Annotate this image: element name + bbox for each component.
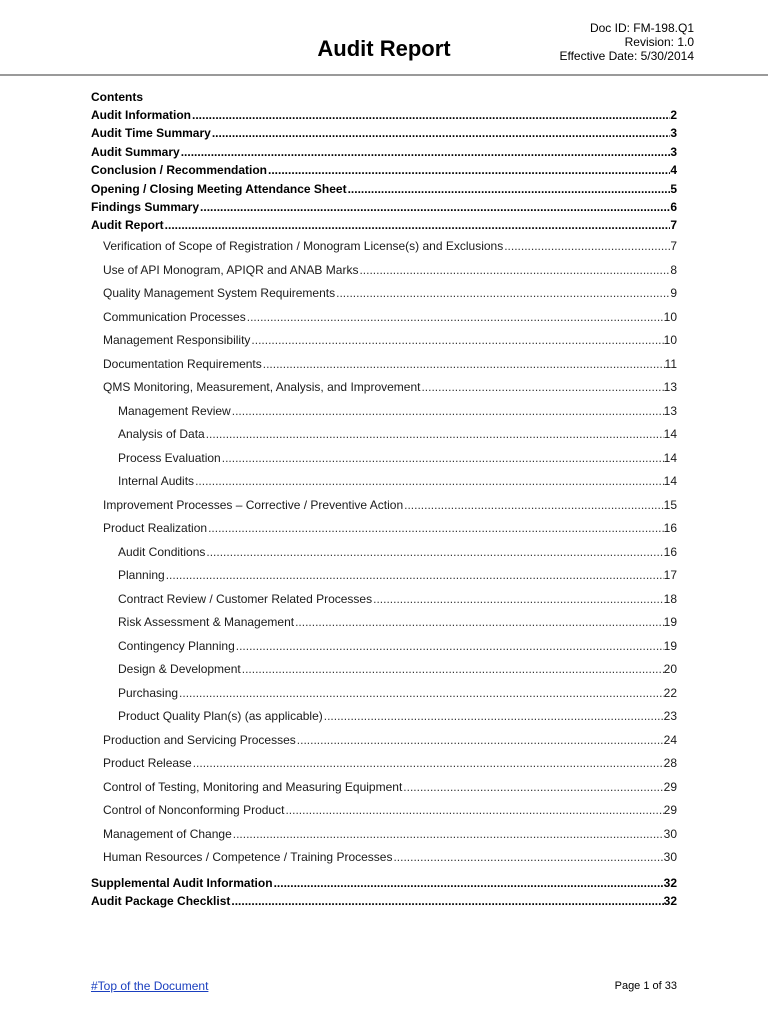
toc-entry-label: Improvement Processes – Corrective / Preventive Action [103, 497, 404, 512]
toc-dot-leader [180, 145, 671, 159]
toc-entry-label: Quality Management System Requirements [103, 286, 336, 301]
toc-entry[interactable] [118, 427, 677, 444]
toc-entry-label: Product Release [103, 756, 192, 771]
toc-entry-label: Audit Conditions [118, 544, 206, 559]
toc-entry-label: Product Realization [103, 521, 208, 536]
toc-entry[interactable] [103, 850, 677, 867]
toc-entry-label: Planning [118, 568, 165, 583]
toc-entry[interactable] [103, 380, 677, 397]
toc-dot-leader [164, 218, 671, 232]
toc-dot-leader [178, 686, 664, 700]
toc-entry-page: 9 [670, 286, 677, 301]
toc-entry-page: 13 [663, 403, 677, 418]
toc-entry[interactable] [103, 286, 677, 303]
toc-entry-label: Management Responsibility [103, 333, 251, 348]
toc-entry-page: 11 [664, 356, 677, 371]
toc-entry-page: 2 [670, 108, 677, 122]
toc-entry-label: Analysis of Data [118, 427, 205, 442]
toc-entry-label: Purchasing [118, 685, 179, 700]
toc-entry[interactable] [118, 451, 677, 468]
contents-heading: Contents [91, 90, 143, 104]
toc-entry-label: Product Quality Plan(s) (as applicable) [118, 709, 323, 724]
toc-dot-leader [335, 286, 670, 300]
toc-entry-label: Design & Development [118, 662, 241, 677]
toc-entry-page: 29 [663, 779, 677, 794]
toc-entry[interactable] [91, 182, 677, 199]
toc-entry-page: 19 [663, 638, 677, 653]
toc-entry-label: Audit Package Checklist [91, 894, 231, 909]
toc-entry-page: 10 [663, 333, 677, 348]
toc-entry-page: 3 [670, 126, 677, 141]
toc-entry-label: Verification of Scope of Registration / Monogram License(s) and Exclusions [103, 239, 504, 254]
toc-entry[interactable] [118, 639, 677, 656]
toc-entry-label: Internal Audits [118, 474, 195, 489]
toc-entry[interactable] [91, 108, 677, 125]
toc-dot-leader [235, 639, 664, 653]
toc-entry-page: 32 [663, 894, 677, 909]
toc-entry-label: Control of Nonconforming Product [103, 803, 285, 818]
toc-entry[interactable] [103, 733, 677, 750]
toc-entry-page: 20 [663, 662, 677, 677]
toc-entry[interactable] [118, 474, 677, 491]
toc-entry-label: Management Review [118, 403, 231, 418]
toc-entry[interactable] [91, 163, 677, 180]
toc-entry-label: Process Evaluation [118, 450, 221, 465]
toc-entry[interactable] [103, 498, 677, 515]
toc-entry-page: 10 [663, 309, 677, 324]
toc-entry-page: 22 [663, 685, 677, 700]
toc-entry[interactable] [118, 709, 677, 726]
toc-dot-leader [296, 733, 664, 747]
toc-dot-leader [358, 263, 670, 277]
document-title: Audit Report [317, 36, 451, 61]
toc-entry-page: 18 [663, 591, 677, 606]
toc-entry-page: 23 [663, 709, 677, 724]
toc-entry[interactable] [118, 404, 677, 421]
toc-entry[interactable] [91, 126, 677, 143]
revision: Revision: 1.0 [624, 35, 694, 49]
toc-entry-page: 14 [663, 427, 677, 442]
toc-entry[interactable] [91, 876, 677, 893]
toc-entry[interactable] [118, 592, 677, 609]
toc-dot-leader [250, 333, 663, 347]
toc-entry[interactable] [91, 894, 677, 911]
toc-entry-page: 16 [663, 521, 677, 536]
toc-dot-leader [347, 182, 671, 196]
page-indicator: Page 1 of 33 [614, 980, 677, 992]
toc-entry-label: QMS Monitoring, Measurement, Analysis, and Improvement [103, 380, 421, 395]
toc-entry-page: 7 [670, 218, 677, 233]
toc-dot-leader [503, 239, 670, 253]
toc-entry-page: 19 [663, 615, 677, 630]
toc-entry-page: 17 [663, 568, 677, 583]
toc-dot-leader [231, 404, 664, 418]
toc-entry-label: Opening / Closing Meeting Attendance Sheet [91, 181, 347, 196]
toc-dot-leader [267, 163, 670, 177]
toc-entry-page: 6 [670, 200, 677, 214]
top-of-document-link[interactable]: #Top of the Document [91, 979, 209, 993]
toc-entry[interactable] [118, 568, 677, 585]
toc-entry[interactable] [118, 662, 677, 679]
toc-entry-label: Production and Servicing Processes [103, 732, 296, 747]
toc-entry[interactable] [118, 615, 677, 632]
toc-entry-label: Human Resources / Competence / Training Processes [103, 850, 393, 865]
toc-dot-leader [205, 545, 663, 559]
toc-entry-page: 4 [670, 163, 677, 178]
toc-dot-leader [194, 474, 664, 488]
toc-entry-label: Audit Information [91, 108, 191, 122]
toc-dot-leader [165, 568, 664, 582]
toc-dot-leader [294, 615, 664, 629]
toc-entry[interactable] [103, 239, 677, 256]
toc-dot-leader [262, 357, 665, 371]
effective-date: Effective Date: 5/30/2014 [559, 49, 694, 63]
toc-dot-leader [207, 521, 664, 535]
toc-dot-leader [402, 780, 663, 794]
toc-entry-page: 16 [663, 544, 677, 559]
toc-entry-label: Findings Summary [91, 200, 200, 214]
toc-dot-leader [205, 427, 664, 441]
toc-dot-leader [273, 876, 664, 890]
doc-id: Doc ID: FM-198.Q1 [589, 21, 694, 35]
toc-dot-leader [199, 200, 670, 214]
toc-entry[interactable] [103, 803, 677, 820]
toc-entry-label: Management of Change [103, 826, 232, 841]
toc-dot-leader [323, 709, 664, 723]
toc-entry-page: 15 [663, 497, 677, 512]
toc-entry-page: 3 [670, 144, 677, 159]
toc-dot-leader [372, 592, 664, 606]
toc-entry[interactable] [103, 756, 677, 773]
toc-dot-leader [230, 894, 663, 908]
toc-entry-label: Documentation Requirements [103, 356, 262, 371]
toc-entry[interactable] [91, 218, 677, 235]
toc-entry-page: 14 [663, 450, 677, 465]
toc-entry-label: Audit Time Summary [91, 126, 211, 141]
toc-dot-leader [241, 662, 664, 676]
toc-entry-label: Conclusion / Recommendation [91, 163, 268, 178]
toc-entry-label: Contract Review / Customer Related Processes [118, 591, 373, 606]
toc-entry-page: 29 [663, 803, 677, 818]
toc-entry[interactable] [103, 310, 677, 327]
toc-dot-leader [191, 108, 670, 122]
toc-entry[interactable] [103, 263, 677, 280]
toc-entry[interactable] [91, 200, 677, 217]
toc-entry-page: 24 [663, 732, 677, 747]
toc-dot-leader [403, 498, 664, 512]
toc-entry-page: 7 [670, 239, 677, 254]
toc-entry-page: 28 [663, 756, 677, 771]
toc-entry-label: Supplemental Audit Information [91, 875, 273, 890]
toc-entry-label: Communication Processes [103, 309, 246, 324]
toc-entry-label: Audit Summary [91, 144, 180, 159]
toc-entry[interactable] [91, 145, 677, 162]
toc-entry-label: Control of Testing, Monitoring and Measuring Equipment [103, 779, 403, 794]
toc-entry[interactable] [103, 780, 677, 797]
toc-dot-leader [232, 827, 664, 841]
toc-dot-leader [392, 850, 663, 864]
toc-entry-label: Audit Report [91, 218, 164, 233]
toc-entry-label: Risk Assessment & Management [118, 615, 295, 630]
toc-entry-page: 13 [663, 380, 677, 395]
toc-dot-leader [221, 451, 664, 465]
toc-entry[interactable] [118, 686, 677, 703]
toc-dot-leader [420, 380, 663, 394]
toc-entry[interactable] [103, 333, 677, 350]
toc-entry-label: Contingency Planning [118, 638, 235, 653]
toc-entry[interactable] [118, 545, 677, 562]
toc-entry-page: 14 [663, 474, 677, 489]
toc-entry-page: 8 [670, 262, 677, 277]
toc-dot-leader [211, 126, 671, 140]
toc-entry-page: 32 [663, 875, 677, 890]
toc-entry-page: 30 [663, 826, 677, 841]
toc-entry-page: 30 [663, 850, 677, 865]
toc-entry[interactable] [103, 827, 677, 844]
toc-entry[interactable] [103, 521, 677, 538]
toc-dot-leader [192, 756, 664, 770]
toc-entry-page: 5 [670, 181, 677, 196]
toc-entry-label: Use of API Monogram, APIQR and ANAB Marks [103, 262, 359, 277]
toc-dot-leader [284, 803, 663, 817]
toc-entry[interactable] [103, 357, 677, 374]
toc-dot-leader [246, 310, 664, 324]
